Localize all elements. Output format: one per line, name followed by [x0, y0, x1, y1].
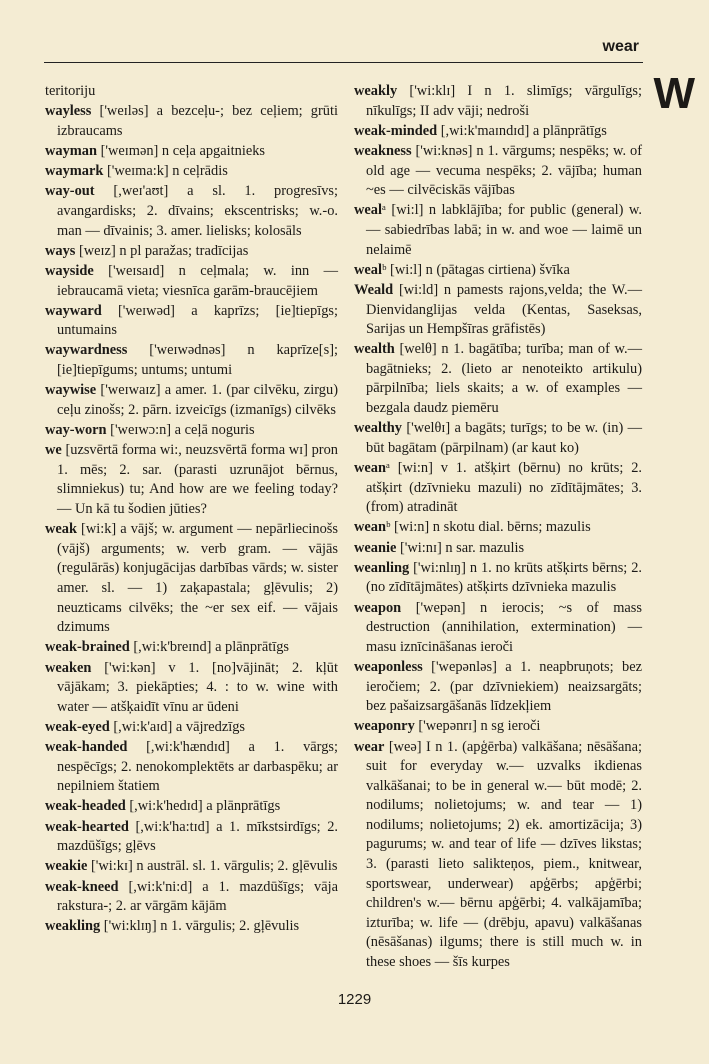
dictionary-entry: [45, 162, 338, 182]
entry-headword: way-worn: [45, 422, 107, 439]
entry-definition: ['weɪwɔ:n] a ceļā noguris: [106, 422, 255, 439]
entry-headword: weak-kneed: [45, 878, 119, 895]
entry-headword: weanling: [354, 559, 410, 576]
entry-headword: waywise: [45, 382, 97, 399]
entry-definition: [welθ] n 1. bagātība; turība; man of w.— bagātnieks; 2. (lieto ar nenoteikto artikulu) pārpilnība; liels skaits; a w. of examples — bezgala daudz piemēru: [366, 341, 642, 417]
entry-definition: [,wi:k'maɪndɪd] a plānprātīgs: [437, 122, 607, 139]
entry-definition: ['weɪsaɪd] n ceļmala; w. inn — iebraucamā vieta; viesnīca garām-braucējiem: [57, 262, 338, 299]
entry-definition: [uzsvērtā forma wi:, neuzsvērtā forma wɪ] pron 1. mēs; 2. sar. (parasti uzrunājot bērnus, slimniekus) tu; And how are we feeling today? — Un kā tu šodien jūties?: [57, 442, 338, 517]
entry-headword: Weald: [354, 281, 394, 298]
entry-definition: ['wepən] n ierocis; ~s of mass destruction (annihilation, extermination) — masu iznīcināšanas ieroči: [366, 599, 642, 655]
dictionary-entry: [354, 82, 642, 121]
entry-definition: ['welθɪ] a bagāts; turīgs; to be w. (in) — būt bagātam (pārpilnam) (ar kaut ko): [366, 420, 642, 456]
entry-headword: weak-handed: [45, 739, 128, 756]
dictionary-entry: [45, 142, 338, 162]
entry-headword: weakling: [45, 918, 101, 935]
entry-definition: ['wi:nɪ] n sar. mazulis: [396, 539, 525, 556]
entry-definition: ['wi:klɪ] I n 1. slimīgs; vārgulīgs; nīkulīgs; II adv vāji; nedroši: [366, 83, 642, 119]
entry-definition: ['wepənləs] a 1. neapbruņots; bez ieročiem; 2. (par dzīvniekiem) neaizsargāts; bez pašaizsargāšanās līdzekļiem: [366, 658, 642, 715]
right-column: [354, 82, 642, 973]
dictionary-entry: [45, 341, 338, 380]
entry-definition: [,wi:k'hændɪd] a 1. vārgs; nespēcīgs; 2. nenokomplektēts ar darbaspēku; ar nepilniem štatiem: [57, 739, 338, 795]
entry-definition: ['weɪmən] n ceļa apgaitnieks: [96, 142, 265, 159]
entry-definition: ['wi:kən] v 1. [no]vājināt; 2. kļūt vājākam; 3. piekāpties; 4. : to w. wine with water — atšķaidīt vīnu ar ūdeni: [57, 659, 338, 715]
entry-headword: waywardness: [45, 342, 128, 359]
dictionary-entry: [354, 559, 642, 598]
dictionary-entry: [354, 599, 642, 658]
dictionary-entry: [45, 441, 338, 519]
entry-definition: ᵇ [wi:l] n (pātagas cirtiena) švīka: [381, 261, 570, 278]
entry-headword: wear: [354, 738, 385, 755]
dictionary-entry: [45, 638, 338, 658]
dictionary-entry: [45, 242, 338, 262]
entry-headword: weak-hearted: [45, 818, 129, 835]
dictionary-entry: [354, 261, 642, 281]
entry-headword: weal: [354, 202, 382, 219]
entry-headword: wayless: [45, 103, 92, 120]
entry-definition: ['weɪwəd] a kaprīzs; [ie]tiepīgs; untumains: [57, 302, 338, 339]
dictionary-entry: [354, 122, 642, 142]
entry-definition: ᵃ [wi:n] v 1. atšķirt (bērnu) no krūts; 2. atšķirt (dzīvnieku mazuli) no zīdītājmātes; 3. (from) atradināt: [366, 460, 642, 516]
dictionary-entry: [45, 381, 338, 420]
dictionary-entry: [354, 340, 642, 418]
entry-definition: [,wi:k'ha:tɪd] a 1. mīkstsirdīgs; 2. mazdūšīgs; gļēvs: [57, 818, 338, 855]
entry-definition: ['weɪləs] a bezceļu-; bez ceļiem; grūti izbraucams: [57, 103, 338, 139]
dictionary-entry: [45, 421, 338, 441]
entry-definition: ᵇ [wi:n] n skotu dial. bērns; mazulis: [385, 519, 591, 536]
entry-definition: ['wepənrɪ] n sg ieroči: [414, 718, 541, 735]
dictionary-entry: [45, 718, 338, 738]
entry-definition: [,wi:k'aɪd] a vājredzīgs: [109, 718, 246, 735]
entry-headword: weaponry: [354, 718, 415, 735]
dictionary-entry: [45, 857, 338, 877]
entry-definition: [,wi:k'breɪnd] a plānprātīgs: [129, 639, 289, 656]
dictionary-entry: [45, 302, 338, 341]
entry-headword: weak-eyed: [45, 718, 110, 735]
dictionary-entry: [354, 142, 642, 201]
dictionary-entry: [45, 659, 338, 718]
dictionary-entry: [354, 281, 642, 340]
entry-definition: [wi:ld] n pamests rajons,velda; the W.— Dienvidanglijas velda (Kentas, Saseksas, Sarijas un Hempšīras grāfistēs): [366, 281, 642, 338]
entry-headword: wealth: [354, 341, 395, 358]
header-rule: [44, 62, 643, 63]
page-number: 1229: [337, 991, 372, 1008]
entry-headword: weakly: [354, 83, 398, 99]
entry-headword: weanie: [354, 539, 397, 556]
entry-definition: ['weɪwədnəs] n kaprīze[s]; [ie]tiepīgums; untums; untumi: [57, 342, 338, 379]
dictionary-entry: [45, 262, 338, 301]
entry-headword: waymark: [45, 163, 104, 180]
entry-definition: ['weɪwaɪz] a amer. 1. (par cilvēku, zirgu) ceļu zinošs; 2. pārn. izveicīgs (izmanīgs) cilvēks: [57, 382, 338, 418]
entry-headword: weakness: [354, 142, 412, 159]
dictionary-entry: [45, 520, 338, 638]
entry-headword: wayward: [45, 302, 102, 319]
entry-definition: [weə] I n 1. (apģērba) valkāšana; nēsāšana; suit for everyday w.— uzvalks ikdienas valkāšanai; to be in general w.— būt modē; 2. nodilums; nolietojums; w. and tear — 1) nodilums; nolietojums; 2) ek. amortizācija; 3) pagurums; w. and tear of life — dzīves likstas; 3. (parasti lieto salikteņos, piem., knitwear, sportswear, underwear) apģērbs; apģērbi; children's w.— bērnu apģērbi; 4. valkājamība; izturība; w. life — (drēbju, apavu) valkāšanas (nēsāšanas) ilgums; there is still much w. in these shoes — šīs kurpes: [366, 738, 642, 971]
dictionary-entry: [45, 797, 338, 817]
entry-headword: wean: [354, 519, 386, 536]
running-head: wear: [602, 38, 639, 55]
dictionary-entry: [354, 539, 642, 559]
dictionary-entry: [45, 818, 338, 857]
entry-headword: weakie: [45, 858, 88, 875]
entry-headword: wayman: [45, 142, 97, 159]
entry-headword: we: [45, 442, 62, 459]
entry-definition: [,weɪ'aʊt] a sl. 1. progresīvs; avangardisks; 2. dīvains; ekscentrisks; w.-o. man — dīvainis; 3. amer. lielisks; kolosāls: [57, 183, 338, 239]
entry-headword: weak: [45, 521, 77, 538]
entry-headword: weaken: [45, 659, 92, 676]
entry-definition: ['weɪma:k] n ceļrādis: [103, 163, 228, 180]
entry-headword: weaponless: [354, 658, 423, 675]
entry-definition: teritoriju: [45, 83, 96, 99]
entry-definition: [,wi:k'ni:d] a 1. mazdūšīgs; vāja rakstura-; 2. ar vārgām kājām: [57, 878, 338, 915]
dictionary-entry: [354, 658, 642, 717]
dictionary-entry: [45, 102, 338, 141]
entry-headword: weak-brained: [45, 639, 130, 656]
letter-tab: W: [653, 69, 695, 118]
entry-definition: ['wi:klɪŋ] n 1. vārgulis; 2. gļēvulis: [100, 918, 300, 935]
dictionary-entry: [354, 717, 642, 737]
dictionary-entry: [354, 738, 642, 973]
entry-definition: ['wi:nlɪŋ] n 1. no krūts atšķirts bērns; 2. (no zīdītājmātes) atšķirts dzīvnieka mazulis: [366, 559, 642, 596]
entry-headword: wayside: [45, 262, 94, 279]
entry-definition: ᵃ [wi:l] n labklājība; for public (general) w.— sabiedrības labā; in w. and woe — laimē un nelaimē: [366, 202, 642, 258]
entry-definition: ['wi:kɪ] n austrāl. sl. 1. vārgulis; 2. gļēvulis: [87, 858, 338, 875]
dictionary-entry: [354, 201, 642, 260]
entry-definition: [,wi:k'hedɪd] a plānprātīgs: [125, 798, 281, 815]
entry-headword: weal: [354, 261, 382, 278]
dictionary-entry: [45, 738, 338, 797]
entry-headword: way-out: [45, 183, 95, 200]
dictionary-entry: [45, 82, 338, 102]
dictionary-entry: [45, 182, 338, 241]
entry-definition: ['wi:knəs] n 1. vārgums; nespēks; w. of old age — vecuma nespēks; 2. vājība; human ~es — cilvēciskās vājības: [366, 142, 642, 199]
dictionary-entry: [45, 917, 338, 937]
entry-headword: wean: [354, 460, 386, 477]
entry-headword: weapon: [354, 599, 402, 616]
entry-headword: weak-minded: [354, 122, 438, 139]
dictionary-entry: [354, 419, 642, 458]
entry-headword: wealthy: [354, 420, 402, 437]
dictionary-entry: [354, 518, 642, 538]
entry-definition: [wi:k] a vājš; w. argument — nepārliecinošs (vājš) arguments; w. verb gram. — vājās (regulārās) konjugācijas darbības vārds; w. sister amer. sl. — 1) zaķapastala; gļēvulis; 2) neuzticams cilvēks; the ~er sex eif. — vājais dzimums: [57, 521, 338, 636]
entry-headword: weak-headed: [45, 798, 126, 815]
dictionary-entry: [45, 878, 338, 917]
entry-headword: ways: [45, 242, 76, 259]
entry-definition: [weɪz] n pl paražas; tradīcijas: [75, 242, 249, 259]
dictionary-entry: [354, 459, 642, 518]
left-column: [45, 82, 338, 938]
